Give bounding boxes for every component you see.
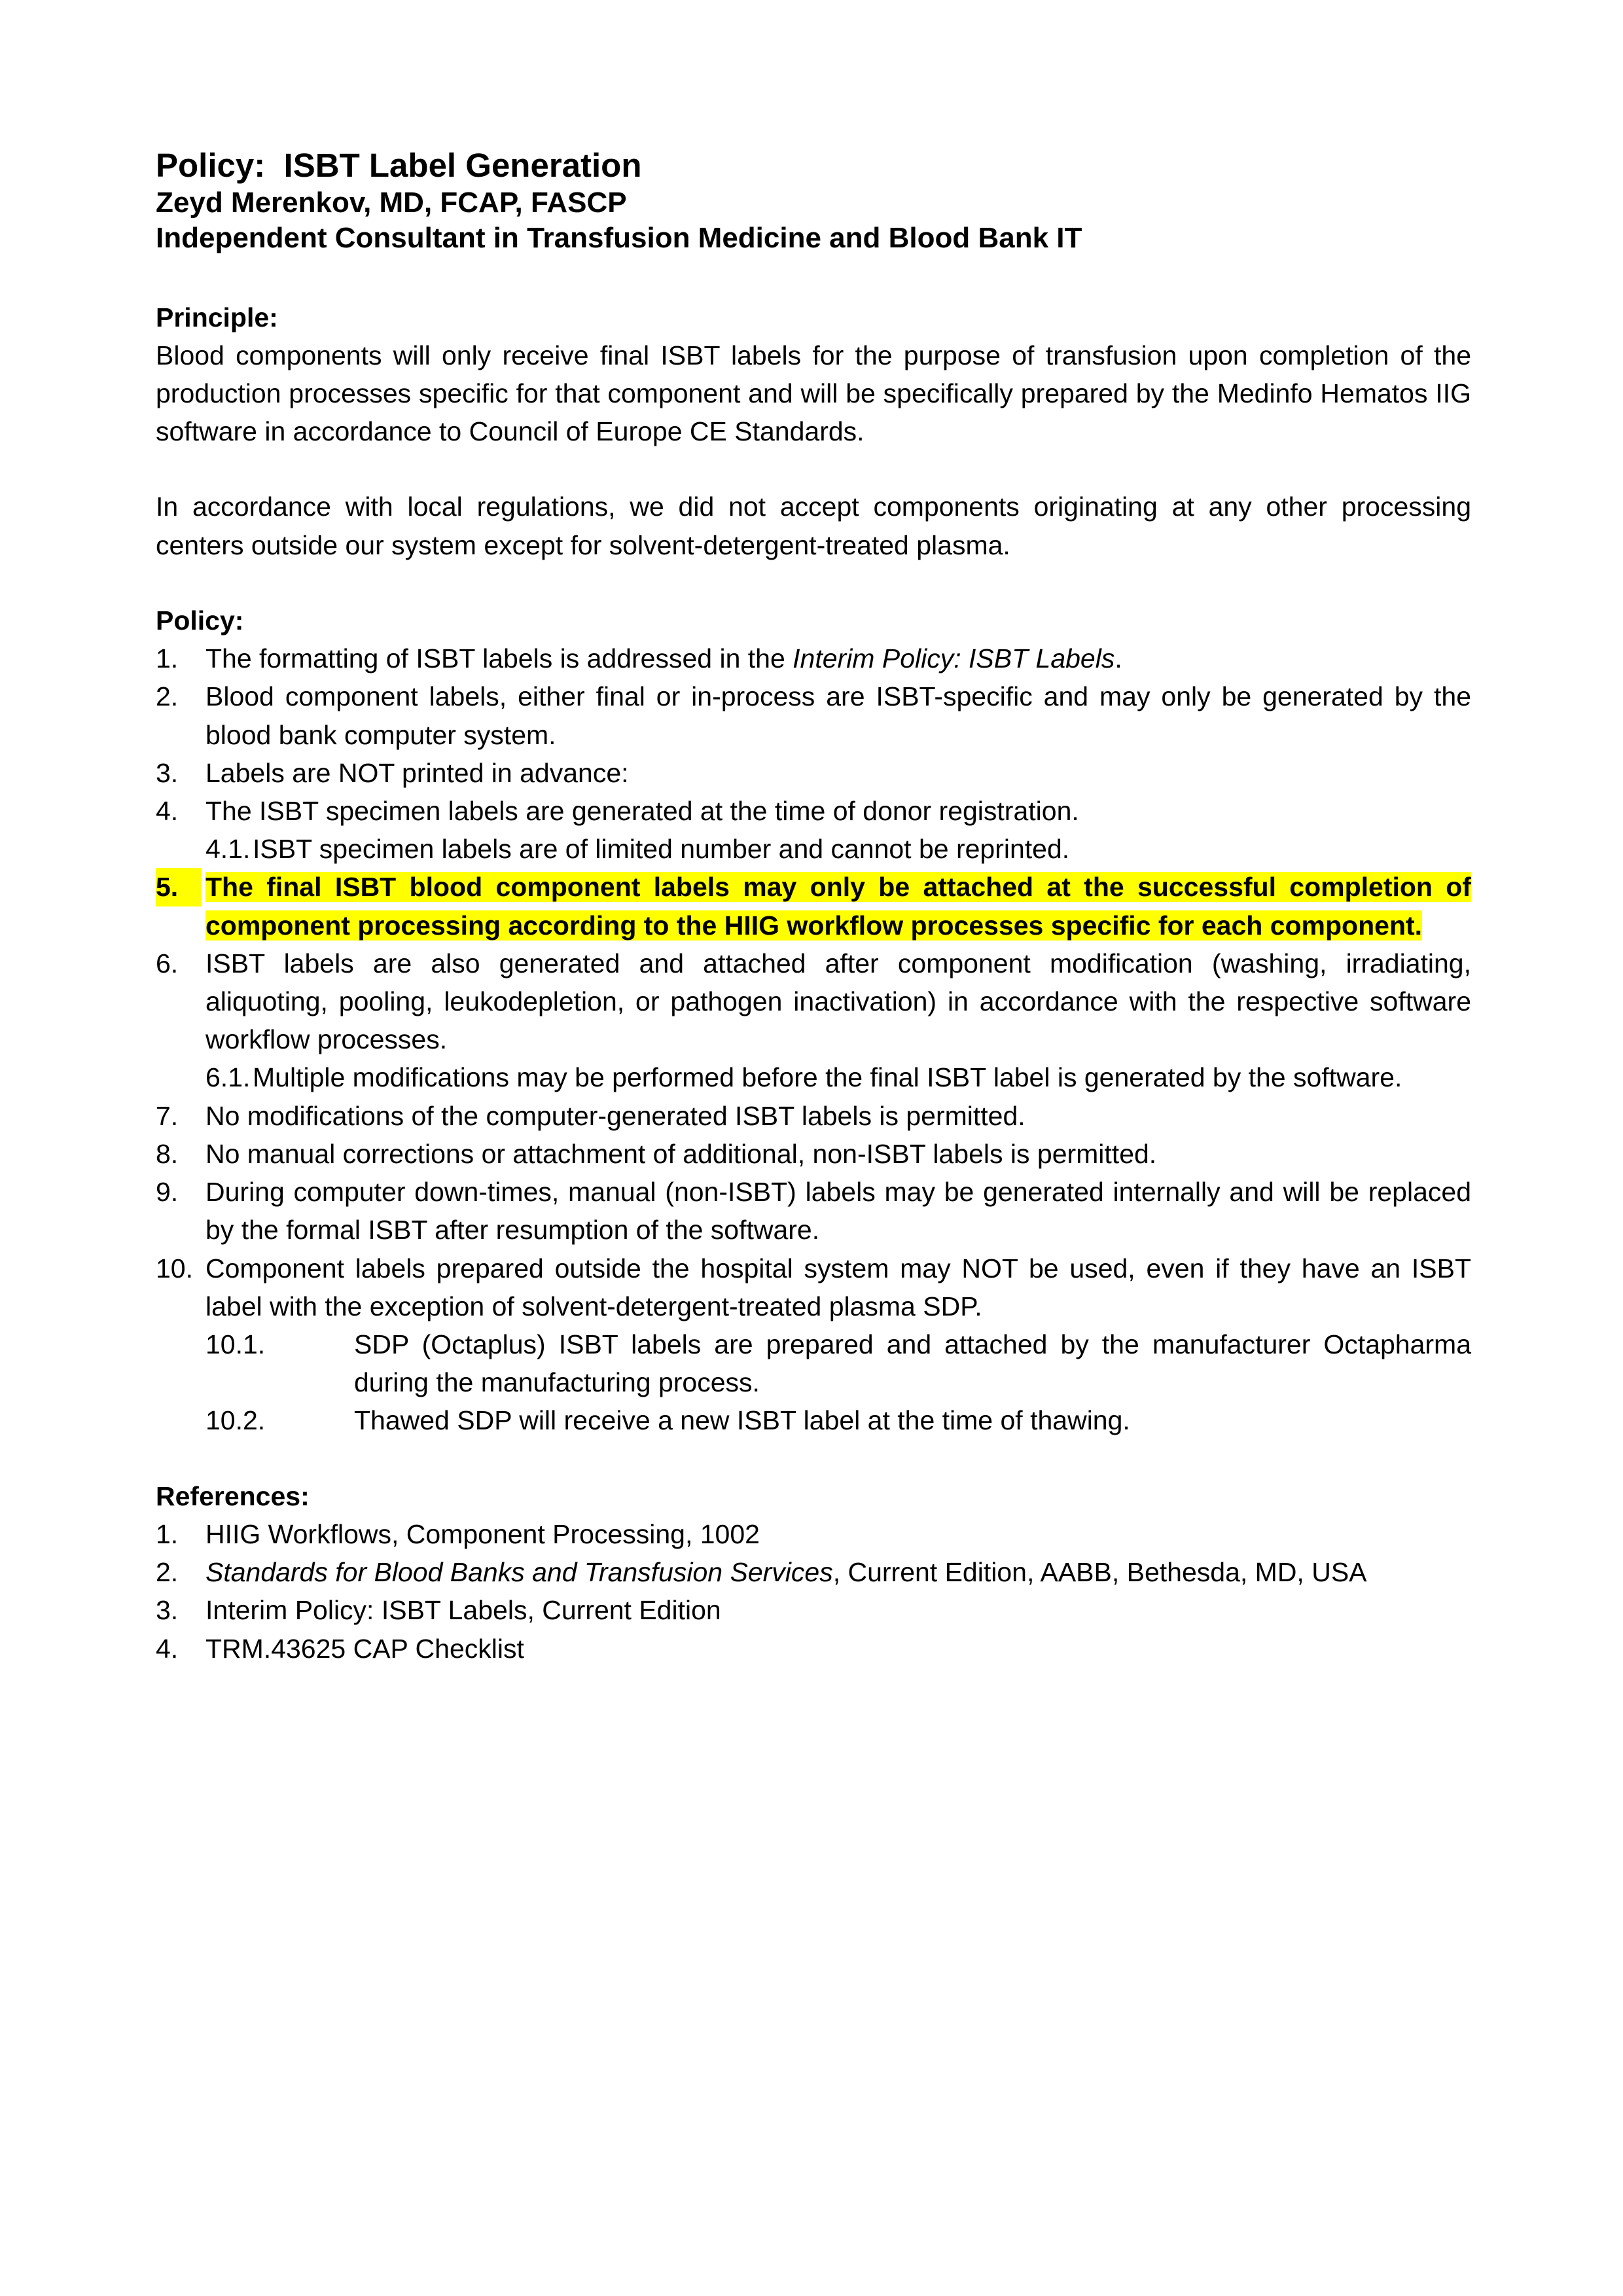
reference-item-3 bbox=[156, 1591, 1471, 1629]
policy-item-4 bbox=[156, 792, 1471, 868]
reference-item-4 bbox=[156, 1630, 1471, 1668]
policy-item-1-text-after: . bbox=[1115, 643, 1122, 674]
policy-item-9-text: During computer down-times, manual (non-ISBT) labels may be generated internally and will be replaced by the formal ISBT after resumption of the software. bbox=[205, 1177, 1471, 1246]
policy-item-4-1 bbox=[205, 830, 1471, 868]
reference-item-4-text: TRM.43625 CAP Checklist bbox=[205, 1633, 524, 1664]
policy-item-10-1-text: SDP (Octaplus) ISBT labels are prepared and attached by the manufacturer Octapharma during the manufacturing process. bbox=[354, 1329, 1471, 1398]
sublist-marker: 10.2. bbox=[205, 1405, 266, 1436]
reference-item-2-text-after: , Current Edition, AABB, Bethesda, MD, USA bbox=[832, 1557, 1367, 1588]
policy-item-6 bbox=[156, 944, 1471, 1097]
policy-item-10-2-text: Thawed SDP will receive a new ISBT label at the time of thawing. bbox=[354, 1405, 1130, 1436]
spacer bbox=[156, 450, 1471, 488]
references-heading: References: bbox=[156, 1480, 310, 1511]
policy-item-10-1 bbox=[205, 1325, 1471, 1401]
policy-item-5-text: The final ISBT blood component labels may only be attached at the successful completion of component processing according to the HIIG workflow processes specific for each component. bbox=[205, 872, 1471, 941]
sublist-marker: 4.1. bbox=[205, 834, 251, 865]
document-body bbox=[156, 145, 1471, 1668]
policy-item-10-2 bbox=[205, 1401, 1471, 1439]
list-marker: 9. bbox=[156, 1177, 179, 1208]
policy-item-2 bbox=[156, 677, 1471, 753]
list-marker: 1. bbox=[156, 1518, 179, 1549]
policy-item-4-1-text: ISBT specimen labels are of limited number and cannot be reprinted. bbox=[253, 834, 1070, 865]
policy-item-3 bbox=[156, 754, 1471, 792]
policy-item-6-1 bbox=[205, 1058, 1471, 1096]
list-marker: 7. bbox=[156, 1100, 179, 1131]
list-marker: 2. bbox=[156, 681, 179, 712]
list-marker: 1. bbox=[156, 643, 179, 674]
sublist-marker: 6.1. bbox=[205, 1062, 251, 1093]
policy-item-4-text: The ISBT specimen labels are generated at the time of donor registration. bbox=[205, 795, 1079, 826]
reference-item-2 bbox=[156, 1553, 1471, 1591]
reference-item-1 bbox=[156, 1515, 1471, 1553]
spacer bbox=[156, 261, 1471, 298]
policy-item-6-1-text: Multiple modifications may be performed before the final ISBT label is generated by the software. bbox=[253, 1062, 1402, 1093]
policy-heading: Policy: bbox=[156, 605, 244, 636]
author-affiliation: Independent Consultant in Transfusion Medicine and Blood Bank IT bbox=[156, 221, 1082, 254]
list-marker: 6. bbox=[156, 948, 179, 978]
list-marker: 10. bbox=[156, 1253, 193, 1283]
policy-item-5 bbox=[156, 868, 1471, 944]
list-marker: 3. bbox=[156, 757, 179, 788]
list-marker: 2. bbox=[156, 1557, 179, 1588]
reference-item-1-text: HIIG Workflows, Component Processing, 1002 bbox=[205, 1518, 760, 1549]
spacer bbox=[156, 1440, 1471, 1477]
policy-item-9 bbox=[156, 1173, 1471, 1249]
reference-item-2-italic-title: Standards for Blood Banks and Transfusion Services bbox=[205, 1557, 833, 1588]
policy-item-3-text: Labels are NOT printed in advance: bbox=[205, 757, 629, 788]
policy-item-10 bbox=[156, 1249, 1471, 1440]
principle-paragraph-1: Blood components will only receive final ISBT labels for the purpose of transfusion upon completion of the production processes specific for that component and will be specifically prepared by the Medinfo Hematos IIG software in accordance to Council of Europe CE Standards. bbox=[156, 340, 1471, 447]
policy-item-8 bbox=[156, 1135, 1471, 1173]
title-block bbox=[156, 145, 1471, 256]
author-name: Zeyd Merenkov, MD, FCAP, FASCP bbox=[156, 187, 627, 219]
list-marker: 5. bbox=[156, 868, 202, 906]
policy-item-7-text: No modifications of the computer-generated ISBT labels is permitted. bbox=[205, 1100, 1026, 1131]
policy-item-6-text: ISBT labels are also generated and attached after component modification (washing, irradiating, aliquoting, pooling, leukodepletion, or pathogen inactivation) in accordance with the respective software workflow processes. bbox=[205, 948, 1471, 1055]
policy-item-8-text: No manual corrections or attachment of additional, non-ISBT labels is permitted. bbox=[205, 1138, 1157, 1169]
references-list bbox=[156, 1515, 1471, 1668]
policy-item-1 bbox=[156, 639, 1471, 677]
spacer bbox=[156, 564, 1471, 601]
policy-item-1-text-before: The formatting of ISBT labels is addressed in the bbox=[205, 643, 793, 674]
sublist-marker: 10.1. bbox=[205, 1329, 266, 1359]
page-title: Policy: ISBT Label Generation bbox=[156, 147, 642, 184]
policy-list bbox=[156, 639, 1471, 1440]
policy-item-7 bbox=[156, 1097, 1471, 1135]
list-marker: 3. bbox=[156, 1595, 179, 1626]
policy-item-1-italic-title: Interim Policy: ISBT Labels bbox=[793, 643, 1115, 674]
policy-item-2-text: Blood component labels, either final or in-process are ISBT-specific and may only be generated by the blood bank computer system. bbox=[205, 681, 1471, 750]
policy-item-10-text: Component labels prepared outside the hospital system may NOT be used, even if they have an ISBT label with the exception of solvent-detergent-treated plasma SDP. bbox=[205, 1253, 1471, 1321]
list-marker: 4. bbox=[156, 1633, 179, 1664]
reference-item-3-text: Interim Policy: ISBT Labels, Current Edition bbox=[205, 1595, 721, 1626]
principle-paragraph-2: In accordance with local regulations, we did not accept components originating at any other processing centers outside our system except for solvent-detergent-treated plasma. bbox=[156, 492, 1471, 560]
list-marker: 8. bbox=[156, 1138, 179, 1169]
principle-heading: Principle: bbox=[156, 302, 278, 332]
list-marker: 4. bbox=[156, 795, 179, 826]
